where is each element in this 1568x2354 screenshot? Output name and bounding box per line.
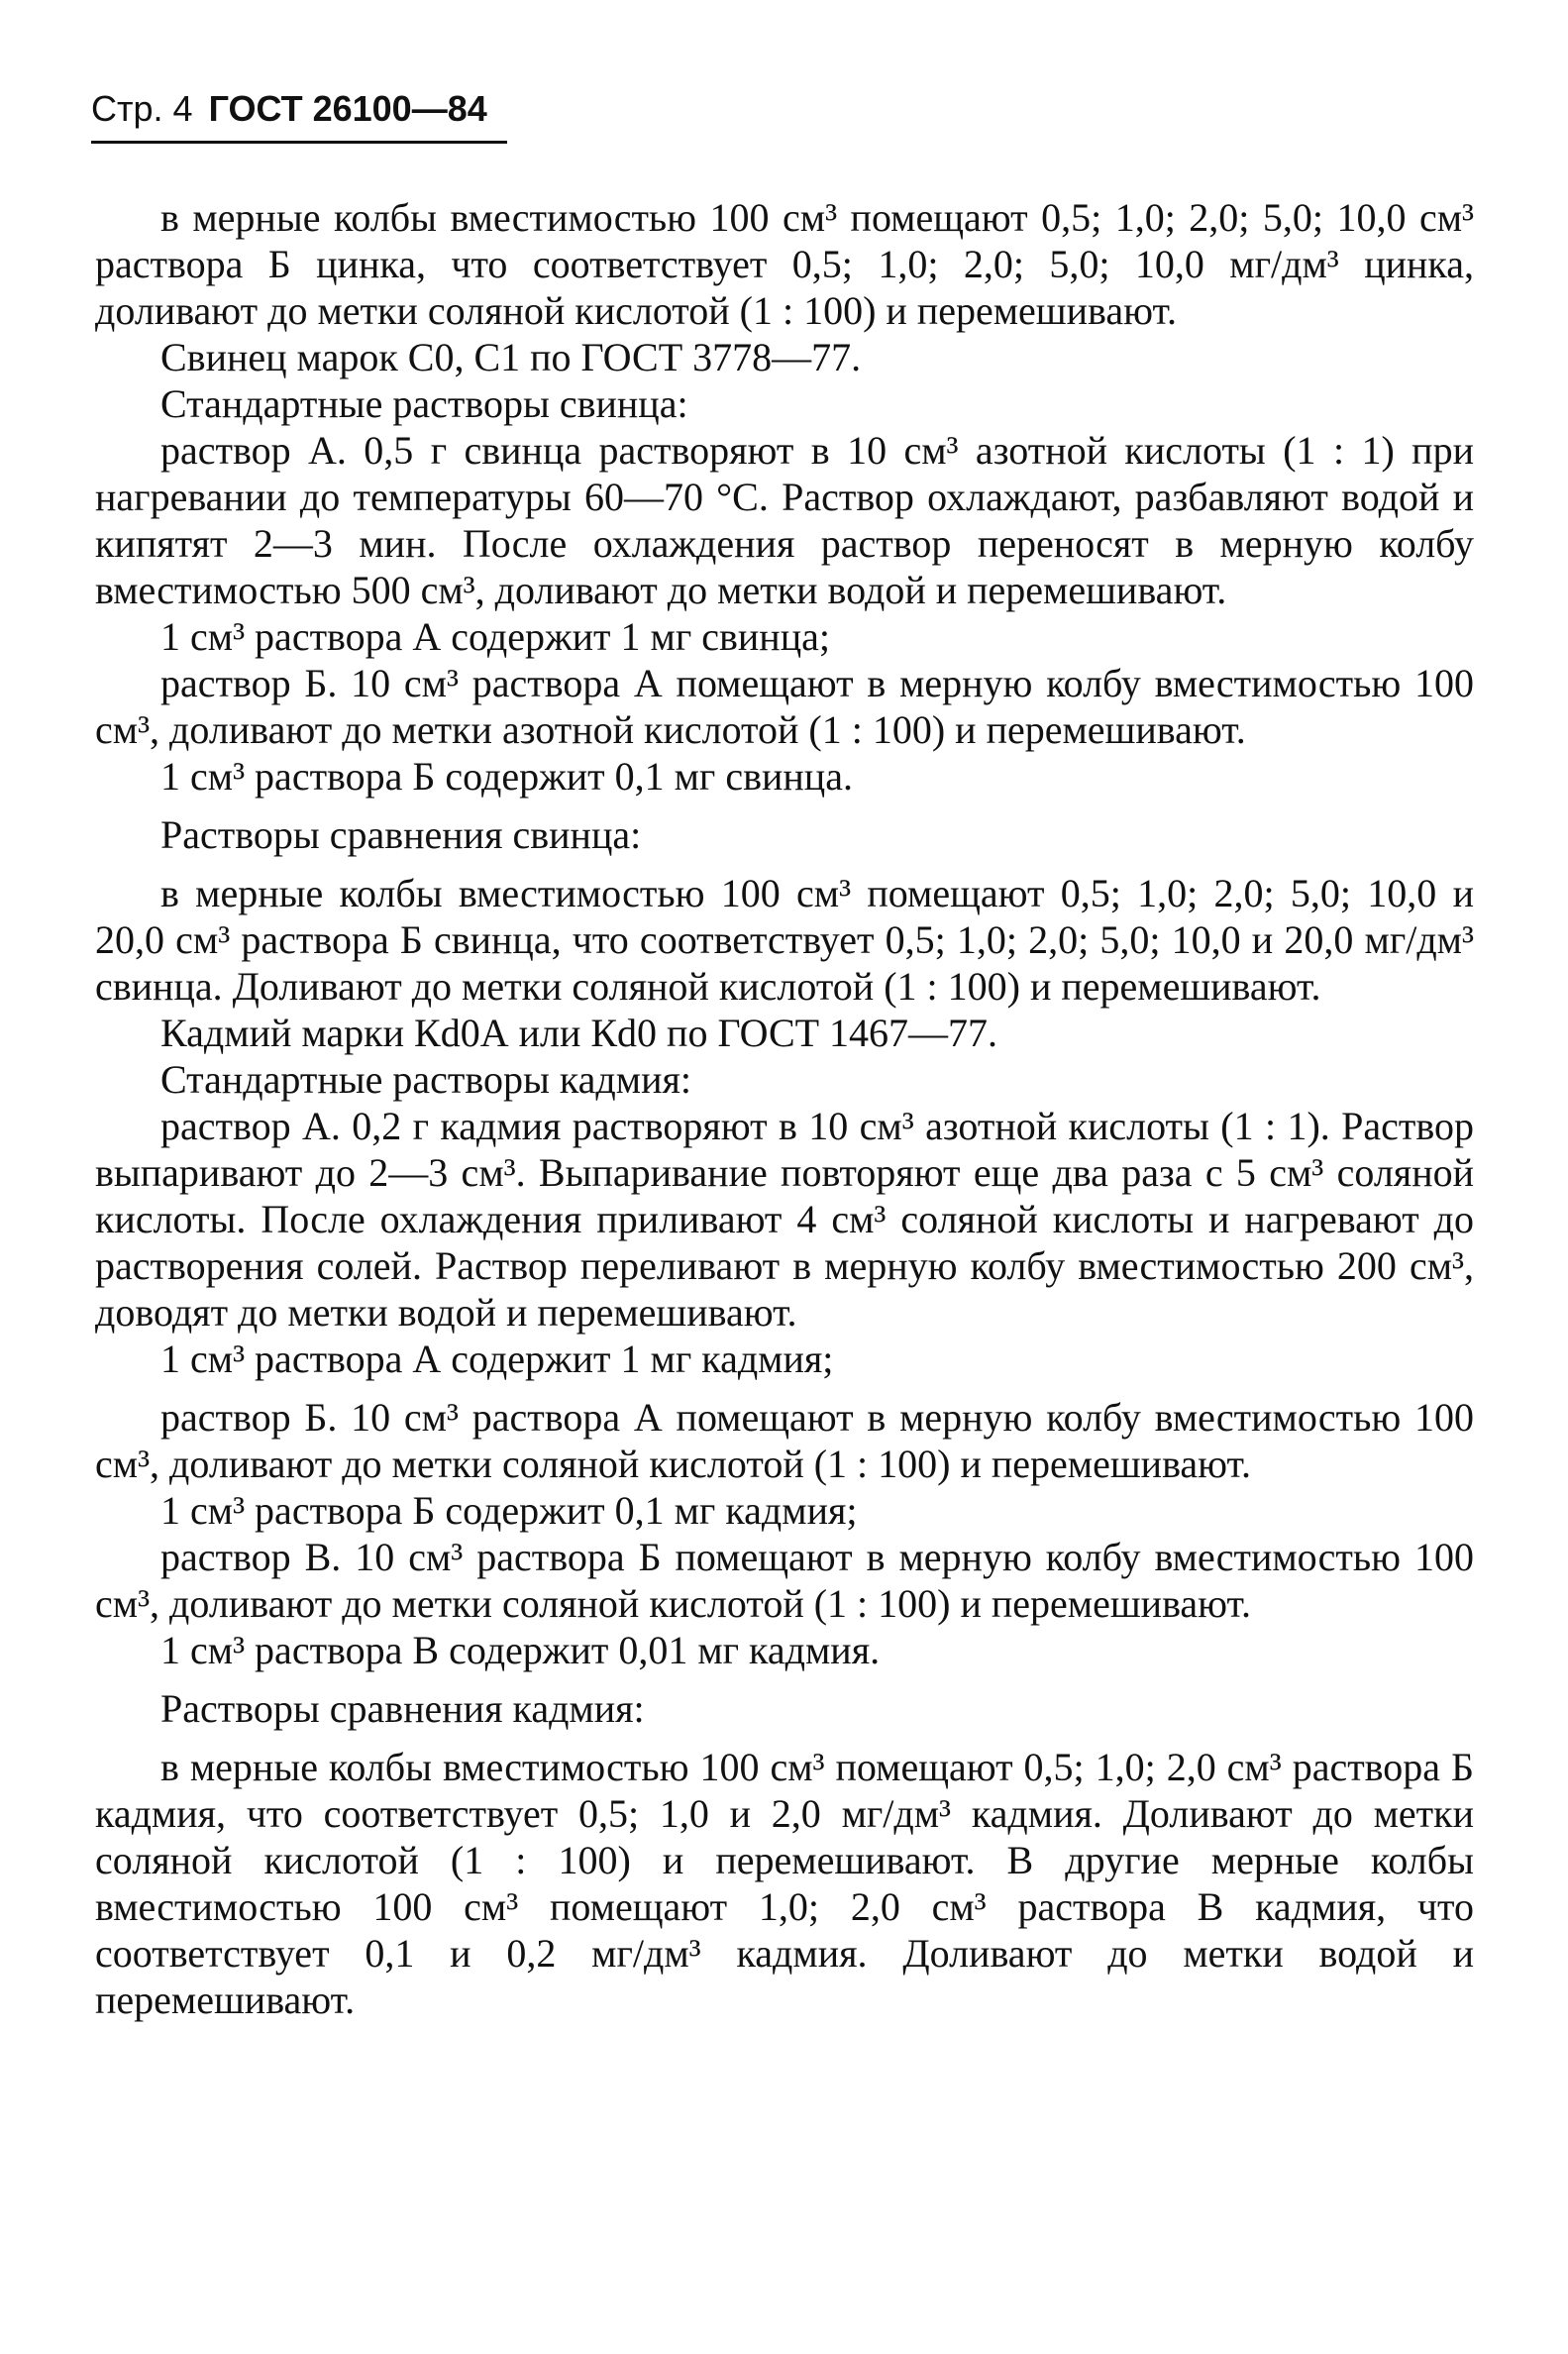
paragraph: Растворы сравнения свинца: — [160, 812, 642, 857]
paragraph: Растворы сравнения кадмия: — [160, 1686, 645, 1731]
paragraph: раствор А. 0,2 г кадмия растворяют в 10 см³ азотной кислоты (1 : 1). Раствор выпаривают до 2—3 см³. Выпаривание повторяют еще два раза с 5 см³ соляной кислоты. После охлаждения приливают 4 см³ соляной кислоты и нагревают до растворения солей. Раствор переливают в мерную колбу вместимостью 200 см³, доводят до метки водой и перемешивают. — [95, 1104, 1474, 1335]
paragraph: в мерные колбы вместимостью 100 см³ помещают 0,5; 1,0; 2,0 см³ раствора Б кадмия, что соответствует 0,5; 1,0 и 2,0 мг/дм³ кадмия. Доливают до метки соляной кислотой (1 : 100) и перемешивают. В другие мерные колбы вместимостью 100 см³ помещают 1,0; 2,0 см³ раствора В кадмия, что соответствует 0,1 и 0,2 мг/дм³ кадмия. Доливают до метки водой и перемешивают. — [95, 1745, 1474, 2022]
paragraph: 1 см³ раствора Б содержит 0,1 мг свинца. — [160, 754, 853, 799]
paragraph: Кадмий марки Кd0А или Кd0 по ГОСТ 1467—77. — [160, 1011, 998, 1055]
paragraph: Стандартные растворы кадмия: — [160, 1057, 692, 1102]
page-number: Стр. 4 — [91, 88, 193, 129]
paragraph: в мерные колбы вместимостью 100 см³ помещают 0,5; 1,0; 2,0; 5,0; 10,0 см³ раствора Б цинка, что соответствует 0,5; 1,0; 2,0; 5,0; 10,0 мг/дм³ цинка, доливают до метки соляной кислотой (1 : 100) и перемешивают. — [95, 195, 1474, 333]
paragraph: Стандартные растворы свинца: — [160, 381, 688, 426]
paragraph: 1 см³ раствора Б содержит 0,1 мг кадмия; — [160, 1488, 858, 1533]
paragraph: раствор А. 0,5 г свинца растворяют в 10 см³ азотной кислоты (1 : 1) при нагревании до температуры 60—70 °С. Раствор охлаждают, разбавляют водой и кипятят 2—3 мин. После охлаждения раствор переносят в мерную колбу вместимостью 500 см³, доливают до метки водой и перемешивают. — [95, 428, 1474, 612]
paragraph: раствор В. 10 см³ раствора Б помещают в мерную колбу вместимостью 100 см³, доливают до метки соляной кислотой (1 : 100) и перемешивают. — [95, 1535, 1474, 1626]
paragraph: 1 см³ раствора А содержит 1 мг кадмия; — [160, 1337, 834, 1381]
body-text — [95, 194, 1474, 2023]
paragraph: Свинец марок С0, С1 по ГОСТ 3778—77. — [160, 335, 862, 379]
running-header — [91, 87, 487, 131]
paragraph: 1 см³ раствора А содержит 1 мг свинца; — [160, 614, 830, 659]
standard-number: ГОСТ 26100—84 — [208, 88, 487, 129]
paragraph: 1 см³ раствора В содержит 0,01 мг кадмия. — [160, 1628, 881, 1672]
header-rule — [91, 141, 507, 144]
paragraph: раствор Б. 10 см³ раствора А помещают в мерную колбу вместимостью 100 см³, доливают до метки азотной кислотой (1 : 100) и перемешивают. — [95, 661, 1474, 752]
paragraph: раствор Б. 10 см³ раствора А помещают в мерную колбу вместимостью 100 см³, доливают до метки соляной кислотой (1 : 100) и перемешивают. — [95, 1395, 1474, 1486]
paragraph: в мерные колбы вместимостью 100 см³ помещают 0,5; 1,0; 2,0; 5,0; 10,0 и 20,0 см³ раствора Б свинца, что соответствует 0,5; 1,0; 2,0; 5,0; 10,0 и 20,0 мг/дм³ свинца. Доливают до метки соляной кислотой (1 : 100) и перемешивают. — [95, 871, 1474, 1009]
